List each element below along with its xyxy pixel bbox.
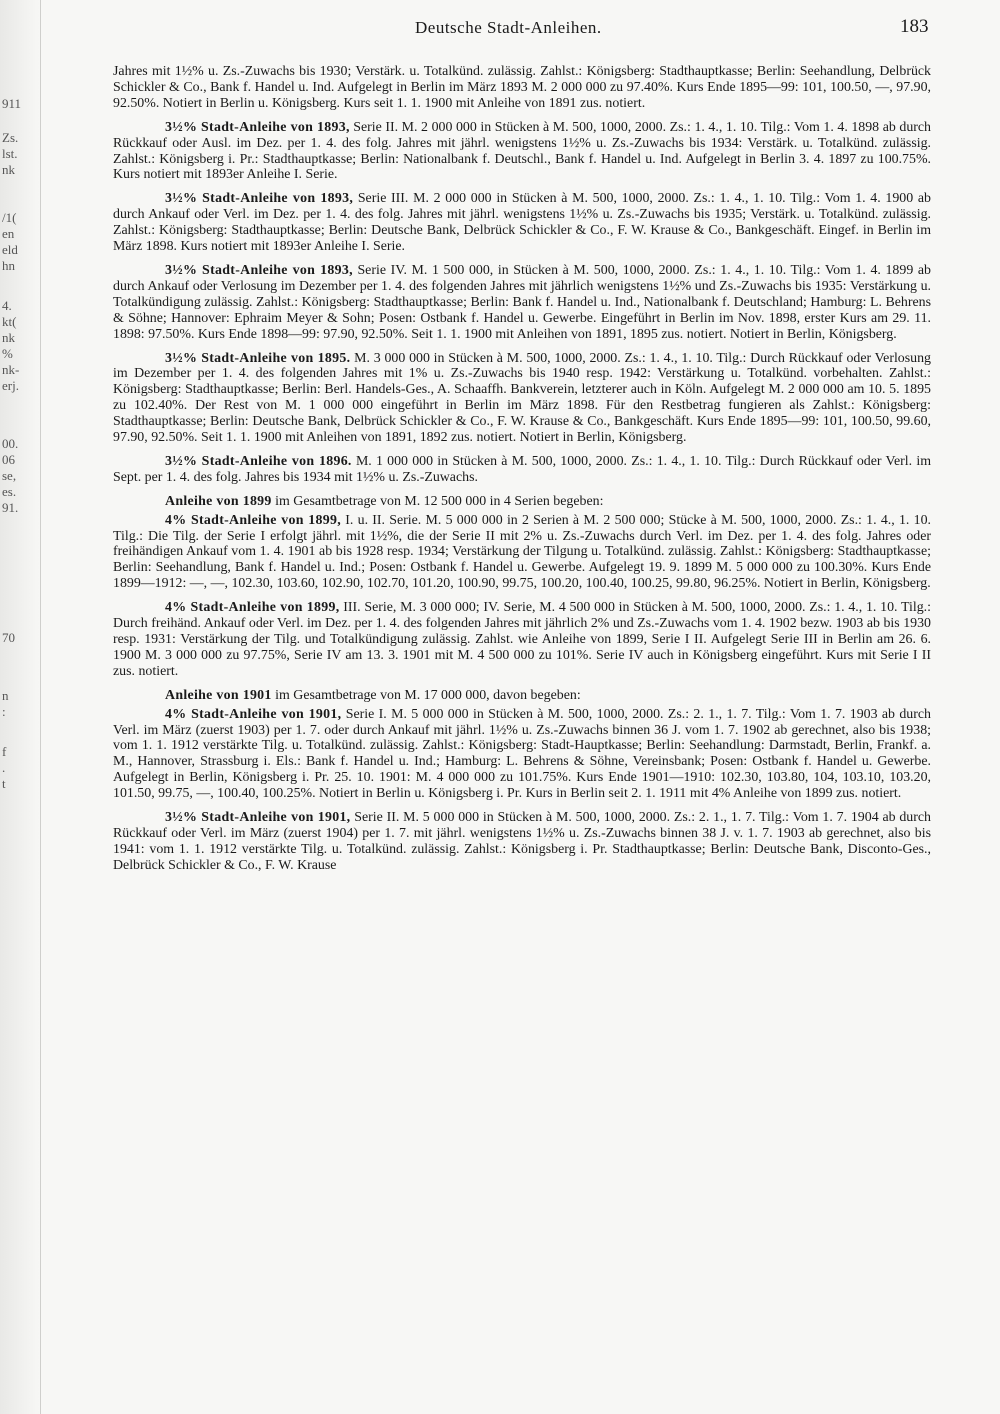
gutter-fragment: nk: [2, 330, 15, 345]
entry-text: Serie III. M. 2 000 000 in Stücken à M. 500, 1000, 2000. Zs.: 1. 4., 1. 10. Tilg.: Vom 1. 4. 1900 ab durch Ankauf oder Verl. im Dez. per 1. 4. des folg. Jahres mit jährl. wenigstens 1½% u. Zs.-Zuwachs bis 1935; Verstärk. u. Totalkünd. zulässig. Zahlst.: Königsberg: Stadthauptkasse; Berlin: Deutsche Bank, Delbrück Schickler & Co., F. W. Krause & Co., Bankgeschäft. Eingef. in Berlin im März 1898. Kurs notiert mit 1893er Anleihe I. Serie.: [113, 191, 932, 255]
section-heading-1901: [113, 688, 931, 704]
gutter-fragment: 911: [2, 96, 22, 111]
entry-heading: 3½% Stadt-Anleihe von 1896.: [165, 453, 352, 469]
section-text: im Gesamtbetrage von M. 17 000 000, davon begeben:: [271, 687, 581, 703]
gutter-fragment: 06: [2, 452, 15, 467]
loan-entry: [113, 263, 931, 343]
previous-page-gutter: [0, 0, 41, 1414]
entry-heading: 3½% Stadt-Anleihe von 1893,: [165, 119, 350, 135]
gutter-fragment: 91.: [2, 500, 19, 515]
gutter-fragment: Zs.: [2, 130, 19, 145]
gutter-fragment: nk-: [2, 362, 20, 377]
gutter-fragment: kt(: [2, 314, 17, 329]
gutter-fragment: f: [2, 744, 7, 759]
gutter-fragment: eld: [2, 242, 18, 257]
entry-text: M. 3 000 000 in Stücken à M. 500, 1000, 2000. Zs.: 1. 4., 1. 10. Tilg.: Durch Rückkauf oder Verlosung im Dezember per 1. 4. des folgenden Jahres mit 1% u. Zs.-Zuwachs bis 1940 resp. 1942: Verstärkung u. Totalkünd. vorbehalten. Zahlst.: Königsberg: Stadthauptkasse; Berlin: Berl. Handels-Ges., A. Schaaffh. Bankverein, letzterer auch in Köln. Aufgelegt M. 2 000 000 am 10. 5. 1895 zu 102.40%. Der Rest von M. 1 000 000 eingeführt in Berlin im März 1898. Für den Restbetrag fungieren als Zahlst.: Königsberg: Stadthauptkasse; Berlin: Deutsche Bank, Delbrück Schickler & Co., F. W. Krause & Co., Bankgeschäft. Kurs Ende 1895—99: 101, 100.50, 99.60, 97.90, 92.50%. Seit 1. 1. 1900 mit Anleihen von 1891, 1892 zus. notiert. Notiert in Berlin, Königsberg.: [113, 350, 931, 446]
loan-entry: [113, 810, 931, 874]
entry-text: Jahres mit 1½% u. Zs.-Zuwachs bis 1930; Verstärk. u. Totalkünd. zulässig. Zahlst.: Königsberg: Stadthauptkasse; Berlin: Seehandlung, Delbrück Schickler & Co., Bank f. Handel u. Ind. Aufgelegt in Berlin im März 1893 M. 2 000 000 zu 97.40%. Kurs Ende 1895—99: 101, 100.50, —, 97.90, 92.50%. Notiert in Berlin u. Königsberg. Kurs seit 1. 1. 1900 mit Anleihe von 1891 zus. notiert.: [113, 64, 931, 111]
gutter-fragment: :: [2, 704, 6, 719]
gutter-fragment: es.: [2, 484, 17, 499]
loan-entry: [113, 191, 931, 255]
section-heading: Anleihe von 1899: [165, 493, 272, 509]
gutter-fragment: nk: [2, 162, 15, 177]
page-number: 183: [900, 16, 929, 37]
loan-entry: [113, 707, 931, 802]
loan-entry: [113, 600, 931, 680]
entry-heading: 4% Stadt-Anleihe von 1899,: [165, 600, 340, 616]
entry-heading: 4% Stadt-Anleihe von 1901,: [165, 706, 342, 722]
section-heading: Anleihe von 1901: [165, 687, 272, 703]
section-heading-1899: [113, 494, 931, 510]
gutter-fragment: se,: [2, 468, 17, 483]
gutter-fragment: t: [2, 776, 6, 791]
entry-heading: 3½% Stadt-Anleihe von 1893,: [165, 191, 354, 207]
entry-heading: 3½% Stadt-Anleihe von 1893,: [165, 262, 353, 278]
entry-text: Serie II. M. 5 000 000 in Stücken à M. 500, 1000, 2000. Zs.: 2. 1., 1. 7. Tilg.: Vom 1. 7. 1904 ab durch Rückkauf oder Verl. im März (zuerst 1904) per 1. 7. mit jährl. wenigstens 1½% u. Zs.-Zuwachs binnen 38 J. v. 1. 7. 1903 ab gerechnet, also bis 1941: vom 1. 1. 1912 verstärkte Tilg. u. Totalkünd. zulässig. Zahlst.: Königsberg i. Pr. Stadthauptkasse; Berlin: Deutsche Bank, Disconto-Ges., Delbrück Schickler & Co., F. W. Krause: [113, 810, 931, 873]
section-text: im Gesamtbetrage von M. 12 500 000 in 4 Serien begeben:: [271, 493, 604, 509]
loan-entry: [113, 120, 931, 184]
loan-entry: [113, 513, 931, 593]
entry-text: Serie I. M. 5 000 000 in Stücken à M. 500, 1000, 2000. Zs.: 2. 1., 1. 7. Tilg.: Vom 1. 7. 1903 ab durch Verl. im März (zuerst 1903) per 1. 7. oder durch Ankauf mit jährl. 1½% u. Zs.-Zuwachs binnen 36 J. vom 1. 7. 1902 ab gerechnet, also bis 1938; vom 1. 1. 1912 verstärkte Tilg. u. Totalkünd. zulässig. Zahlst.: Königsberg: Stadt-Hauptkasse; Berlin: Seehandlung: Darmstadt, Berlin, Frankf. a. M., Hannover, Strassburg i. Els.: Bank f. Handel u. Ind.; Hamburg: L. Behrens & Söhne, Vereinsbank; Posen: Ostbank f. Handel u. Gewerbe. Aufgelegt in Berlin, Königsberg i. Pr. 25. 10. 1901: M. 4 000 000 zu 101.75%. Kurs Ende 1901—1910: 102.30, 103.80, 104, 103.10, 103.20, 101.50, 99.75, —, 100.40, 100.25%. Notiert in Berlin u. Königsberg i. Pr. Kurs in Berlin seit 2. 1. 1911 mit 4% Anleihe von 1899 zus. notiert.: [113, 706, 931, 802]
entry-heading: 3½% Stadt-Anleihe von 1901,: [165, 810, 351, 826]
gutter-fragment: en: [2, 226, 15, 241]
gutter-fragment: 00.: [2, 436, 19, 451]
continued-entry: [113, 64, 931, 112]
gutter-fragment: hn: [2, 258, 15, 273]
entry-text: Serie IV. M. 1 500 000, in Stücken à M. 500, 1000, 2000. Zs.: 1. 4., 1. 10. Tilg.: Vom 1. 4. 1899 ab durch Ankauf oder Verlosung im Dezember per 1. 4. des folgenden Jahres mit jährlich wenigstens 1½% und Zs.-Zuwachs bis 1935: Verstärkung u. Totalkündigung zulässig. Zahlst.: Königsberg: Stadthauptkasse; Berlin: Bank f. Handel u. Ind., Nationalbank f. Deutschland; Hamburg: L. Behrens & Söhne; Hannover: Ephraim Meyer & Sohn; Posen: Ostbank f. Handel u. Gewerbe. Eingeführt in Berlin im Nov. 1898, erster Kurs am 29. 11. 1898: 97.50%. Kurs Ende 1898—99: 97.90, 92.50%. Seit 1. 1. 1900 mit Anleihen von 1891, 1895 zus. notiert. Notiert in Berlin, Königsberg.: [113, 262, 931, 342]
gutter-fragment: /1(: [2, 210, 17, 225]
entry-text: M. 1 000 000 in Stücken à M. 500, 1000, 2000. Zs.: 1. 4., 1. 10. Tilg.: Durch Rückkauf oder Verl. im Sept. per 1. 4. des folg. Jahres bis 1934 mit 1½% u. Zs.-Zuwachs.: [113, 453, 931, 485]
gutter-fragment: n: [2, 688, 9, 703]
gutter-fragment: %: [2, 346, 13, 361]
loan-entry: [113, 454, 931, 486]
running-title: Deutsche Stadt-Anleihen.: [415, 18, 602, 37]
loan-entry: [113, 351, 931, 446]
entry-heading: 3½% Stadt-Anleihe von 1895.: [165, 350, 351, 366]
entry-text: Serie II. M. 2 000 000 in Stücken à M. 500, 1000, 2000. Zs.: 1. 4., 1. 10. Tilg.: Vom 1. 4. 1898 ab durch Rückkauf oder Ausl. im Dez. per 1. 4. des folg. Jahres mit jährl. wenigstens 1½% u. Zs.-Zuwachs bis 1934: Verstärk. u. Totalkünd. zulässig. Zahlst.: Königsberg i. Pr.: Stadthauptkasse; Berlin: Nationalbank f. Deutschl., Bank f. Handel u. Ind. Aufgelegt in Berlin 3. 4. 1897 zu 100.75%. Kurs notiert mit 1893er Anleihe I. Serie.: [113, 119, 931, 183]
gutter-fragment: 70: [2, 630, 15, 645]
gutter-fragment: lst.: [2, 146, 18, 161]
main-text-column: [113, 64, 931, 882]
entry-text: I. u. II. Serie. M. 5 000 000 in 2 Serien à M. 2 500 000; Stücke à M. 500, 1000, 2000. Zs.: 1. 4., 1. 10. Tilg.: Die Tilg. der Serie I erfolgt jährl. mit 1½%, die der Serie II mit 2% u. Zs.-Zuwachs durch Verl. im Dez. per 1. 4. des folg. Jahres oder freihändigen Ankauf vom 1. 4. 1901 ab bis 1928 resp. 1934; Verstärkung der Tilgung u. Totalkünd. zulässig. Zahlst.: Königsberg: Stadthauptkasse; Berlin: Seehandlung, Bank f. Handel u. Ind.; Posen: Ostbank f. Handel u. Gewerbe. Aufgelegt 19. 9. 1899 M. 5 000 000 zu 100.30%. Kurs Ende 1899—1912: —, —, 102.30, 103.60, 102.90, 102.70, 101.20, 100.90, 99.75, 100.20, 100.40, 100.25, 99.80, 96.25%. Notiert in Berlin, Königsberg.: [113, 512, 931, 592]
gutter-fragment: 4.: [2, 298, 12, 313]
gutter-fragment: .: [2, 760, 6, 775]
entry-heading: 4% Stadt-Anleihe von 1899,: [165, 512, 342, 528]
gutter-fragment: erj.: [2, 378, 19, 393]
entry-text: III. Serie, M. 3 000 000; IV. Serie, M. 4 500 000 in Stücken à M. 500, 1000, 2000. Zs.: 1. 4., 1. 10. Tilg.: Durch freihänd. Ankauf oder Verl. im Dez. per 1. 4. des folgenden Jahres mit jährlich 2% und Zs.-Zuwachs vom 1. 4. 1902 bezw. 1903 ab bis 1930 resp. 1931: Verstärkung der Tilg. und Totalkündigung zulässig. Zahlst. wie Anleihe von 1899, Serie I II. Aufgelegt Serie III in Berlin am 26. 6. 1900 M. 3 000 000 zu 97.75%, Serie IV am 13. 3. 1901 mit M. 4 500 000 zu 101%. Serie IV auch in Königsberg eingeführt. Kurs mit Serie I II zus. notiert.: [113, 600, 931, 679]
